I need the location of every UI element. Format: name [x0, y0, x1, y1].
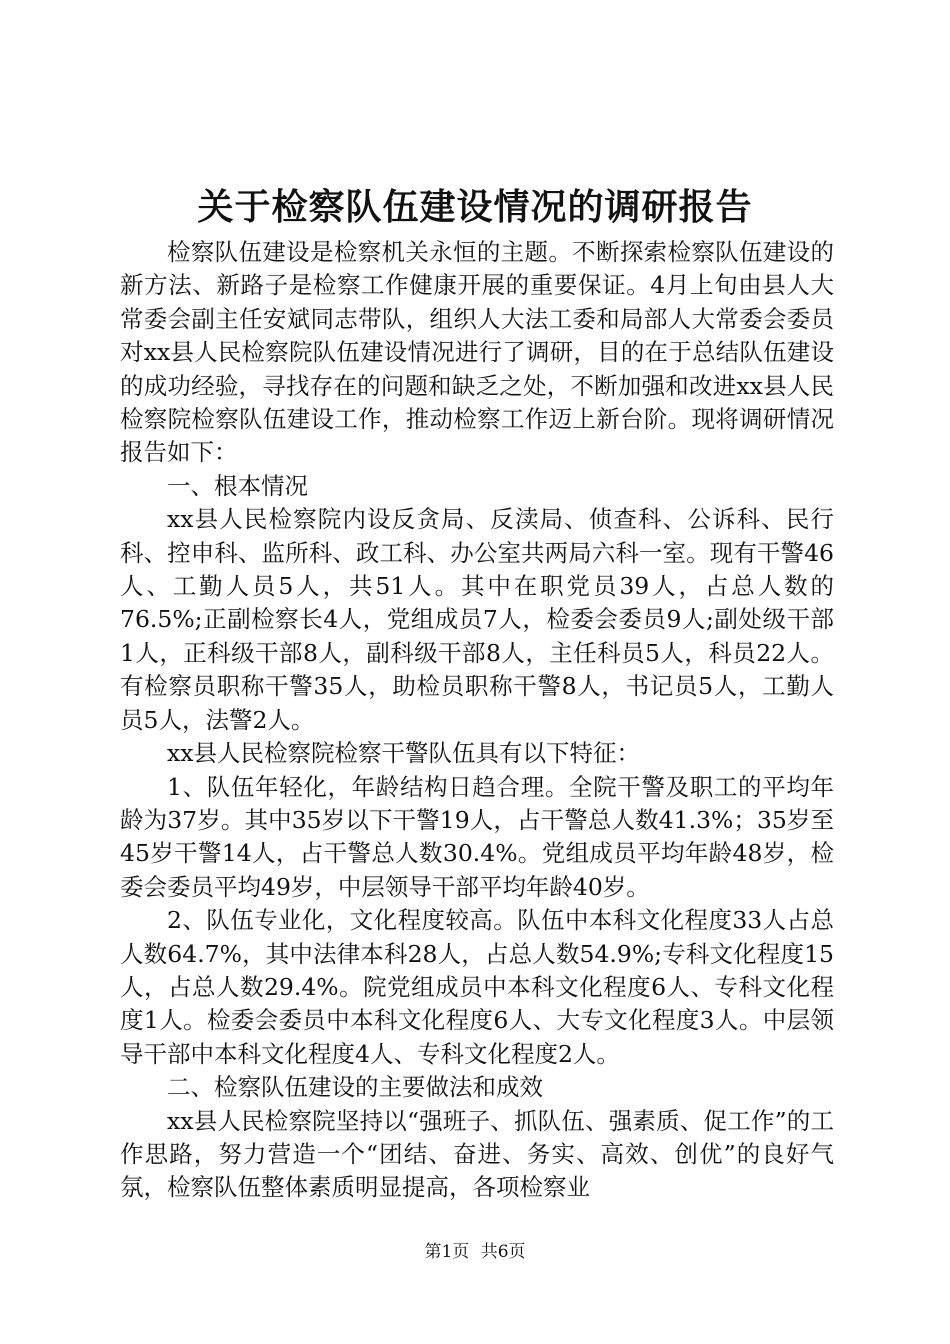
paragraph-feature-age: 1、队伍年轻化，年龄结构日趋合理。全院干警及职工的平均年龄为37岁。其中35岁以下干警19人，占干警总人数41.3%；35岁至45岁干警14人，占干警总人数30.4%。党组成员平均年龄48岁，检委会委员平均49岁，中层领导干部平均年龄40岁。 [120, 772, 834, 901]
section-heading-basic-situation: 一、根本情况 [167, 471, 308, 500]
paragraph-features-intro: xx县人民检察院检察干警队伍具有以下特征： [167, 739, 641, 768]
paragraph-feature-education: 2、队伍专业化，文化程度较高。队伍中本科文化程度33人占总人数64.7%，其中法律本科28人，占总人数54.9%;专科文化程度15人，占总人数29.4%。院党组成员中本科文化程度6人、专科文化程度1人。检委会委员中本科文化程度6人、大专文化程度3人。中层领导干部中本科文化程度4人、专科文化程度2人。 [120, 906, 834, 1068]
page-footer: 第1页 共6页 [424, 1242, 526, 1262]
paragraph-practices: xx县人民检察院坚持以“强班子、抓队伍、强素质、促工作”的工作思路，努力营造一个“团结、奋进、务实、高效、创优”的良好气氛，检察队伍整体素质明显提高，各项检察业 [120, 1106, 834, 1202]
paragraph-organization: xx县人民检察院内设反贪局、反渎局、侦查科、公诉科、民行科、控申科、监所科、政工科、办公室共两局六科一室。现有干警46人、工勤人员5人，共51人。其中在职党员39人，占总人数的76.5%;正副检察长4人，党组成员7人，检委会委员9人;副处级干部1人，正科级干部8人，副科级干部8人，主任科员5人，科员22人。有检察员职称干警35人，助检员职称干警8人，书记员5人，工勤人员5人，法警2人。 [120, 505, 834, 734]
paragraph-intro: 检察队伍建设是检察机关永恒的主题。不断探索检察队伍建设的新方法、新路子是检察工作健康开展的重要保证。4月上旬由县人大常委会副主任安斌同志带队，组织人大法工委和局部人大常委会委员对xx县人民检察院队伍建设情况进行了调研，目的在于总结队伍建设的成功经验，寻找存在的问题和缺乏之处，不断加强和改进xx县人民检察院检察队伍建设工作，推动检察工作迈上新台阶。现将调研情况报告如下： [120, 238, 834, 467]
document-body [120, 236, 834, 1205]
section-heading-practices: 二、检察队伍建设的主要做法和成效 [167, 1073, 543, 1102]
document-title: 关于检察队伍建设情况的调研报告 [197, 186, 753, 228]
